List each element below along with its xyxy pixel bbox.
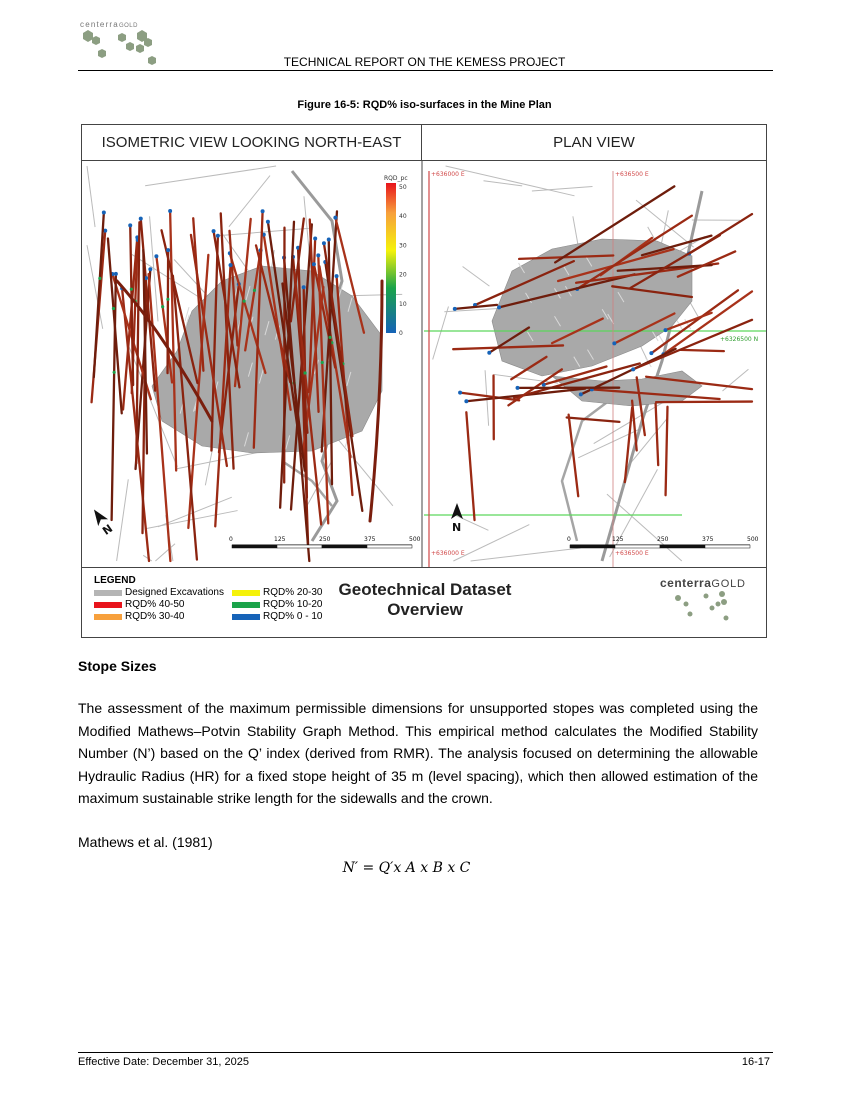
legend-item-rqd-30-40: RQD% 30-40 <box>94 611 184 622</box>
legend-item-designed-excavations: Designed Excavations <box>94 587 224 598</box>
legend-logo <box>660 576 760 631</box>
svg-text:N: N <box>452 521 462 534</box>
legend-logo-wordmark: centerraGOLD <box>660 576 746 590</box>
legend-item-rqd-10-20: RQD% 10-20 <box>232 599 322 610</box>
effective-date: Effective Date: December 31, 2025 <box>78 1056 250 1068</box>
colorbar-label: RQD_pc <box>384 175 408 182</box>
mine-plan-image <box>82 161 766 567</box>
plan-view-title: PLAN VIEW <box>422 125 766 161</box>
svg-text:N: N <box>100 521 116 538</box>
colorbar-tick-label: 50 <box>399 184 407 191</box>
isometric-view-title: ISOMETRIC VIEW LOOKING NORTH-EAST <box>82 125 422 161</box>
legend-swatch <box>232 590 260 596</box>
colorbar-tick-label: 20 <box>399 271 407 279</box>
logo-wordmark: centerraGOLD <box>80 20 138 29</box>
scale-tick-label: 0 <box>229 536 233 543</box>
grid-label-easting-1: +636000 E <box>431 171 465 178</box>
section-heading: Stope Sizes <box>78 658 157 674</box>
scale-tick-label: 125 <box>612 536 624 543</box>
grid-label-easting-2: +636500 E <box>615 171 649 178</box>
footer-divider <box>78 1052 773 1053</box>
colorbar-tick-label: 0 <box>399 330 403 337</box>
figure-caption: Figure 16-5: RQD% iso-surfaces in the Mine Plan <box>297 99 552 111</box>
scale-tick-label: 375 <box>702 536 714 543</box>
scale-tick-label: 500 <box>409 536 421 543</box>
scale-bar-left <box>229 536 421 548</box>
dataset-title-line2: Overview <box>387 600 463 619</box>
colorbar-tick-label: 40 <box>399 213 407 221</box>
dataset-title <box>322 580 528 620</box>
grid-label-northing: +6326500 N <box>720 336 759 343</box>
north-arrow-right-icon <box>451 503 463 534</box>
legend-logo-hexagons-icon <box>660 590 730 622</box>
legend-title: LEGEND <box>94 575 136 586</box>
legend-item-rqd-40-50: RQD% 40-50 <box>94 599 184 610</box>
report-header-title: TECHNICAL REPORT ON THE KEMESS PROJECT <box>283 55 566 69</box>
legend-swatch <box>94 590 122 596</box>
rqd-colorbar <box>384 175 408 337</box>
legend-swatch <box>232 614 260 620</box>
scale-tick-label: 250 <box>657 536 669 543</box>
scale-tick-label: 375 <box>364 536 376 543</box>
legend-swatch <box>232 602 260 608</box>
legend-item-rqd-20-30: RQD% 20-30 <box>232 587 322 598</box>
citation: Mathews et al. (1981) <box>78 834 213 850</box>
rqd-figure <box>81 124 767 638</box>
legend-swatch <box>94 614 122 620</box>
scale-tick-label: 0 <box>567 536 571 543</box>
scale-bar-right <box>567 536 759 548</box>
figure-legend <box>82 567 766 638</box>
colorbar-tick-label: 30 <box>399 242 407 250</box>
equation: N′ = Q′x A x B x C <box>342 860 471 876</box>
grid-label-bottom-2: +636500 E <box>615 550 649 557</box>
grid-label-bottom-1: +636000 E <box>431 550 465 557</box>
legend-item-rqd-0-10: RQD% 0 - 10 <box>232 611 322 622</box>
colorbar-tick-label: 10 <box>399 300 407 308</box>
dataset-title-line1: Geotechnical Dataset <box>338 580 512 599</box>
scale-tick-label: 500 <box>747 536 759 543</box>
scale-tick-label: 125 <box>274 536 286 543</box>
header-divider <box>78 70 773 71</box>
legend-swatch <box>94 602 122 608</box>
body-paragraph: The assessment of the maximum permissible dimensions for unsupported stopes was completed using the Modified Mathews–Potvin Stability Graph Method. This empirical method calculates the Modified Stability Number (N’) based on the Q’ index (derived from RMR). The analysis focused on determining the allowable Hydraulic Radius (HR) for a fixed stope height of 35 m (level spacing), which then allowed estimation of the maximum sustainable strike length for the sidewalls and the crown. <box>78 700 758 807</box>
page-number: 16-17 <box>741 1056 770 1068</box>
scale-tick-label: 250 <box>319 536 331 543</box>
